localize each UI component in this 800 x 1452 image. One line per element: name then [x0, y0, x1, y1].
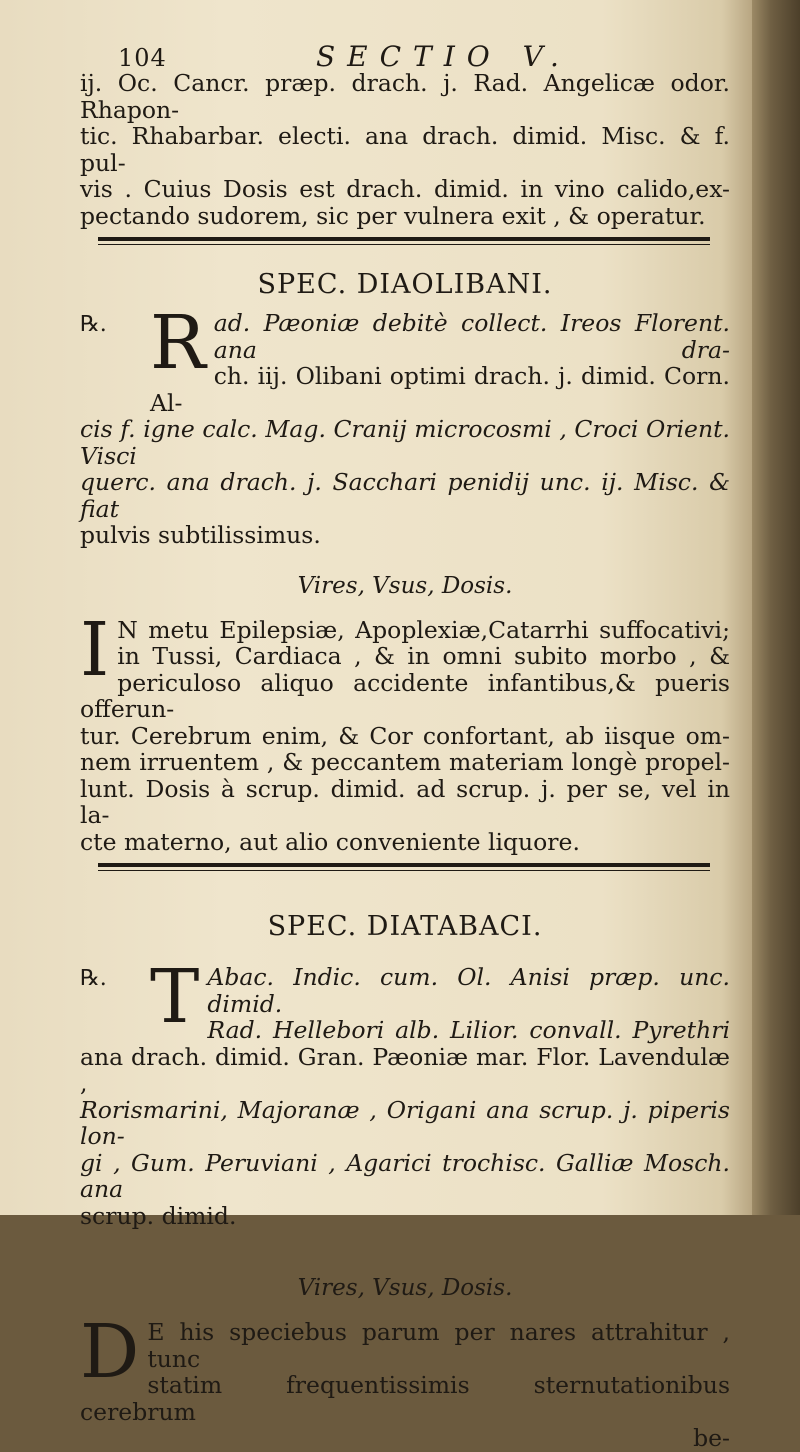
section-rule-thin — [98, 870, 710, 871]
uses-heading: Vires, Vsus, Dosis. — [297, 1275, 513, 1301]
text-line: tur. Cerebrum enim, & Cor confortant, ab iisque om- — [80, 721, 730, 750]
uses-text — [80, 1309, 730, 1452]
section-rule-thin — [98, 244, 710, 245]
text-line: gi , Gum. Peruviani , Agarici trochisc. Galliæ Mosch. ana — [80, 1148, 730, 1203]
recipe-block — [80, 954, 730, 1230]
text-line: cte materno, aut alio conveniente liquore. — [80, 827, 580, 856]
section-rule — [98, 863, 710, 867]
text-line: cis f. igne calc. Mag. Cranij microcosmi , Croci Orient. Visci — [80, 415, 730, 470]
uses-heading: Vires, Vsus, Dosis. — [297, 572, 513, 599]
text-line: N metu Epilepsiæ, Apoplexiæ,Catarrhi suffocativi; — [117, 615, 730, 644]
text-line: Rorismarini, Majoranæ , Origani ana scrup. j. piperis lon- — [80, 1095, 730, 1150]
text-line: pulvis subtilissimus. — [80, 521, 321, 549]
top-paragraph — [80, 70, 730, 229]
drop-cap: T — [150, 954, 200, 1040]
text-line: Abac. Indic. cum. Ol. Anisi præp. unc. dimid. — [207, 963, 730, 1018]
text-line: E his speciebus parum per nares attrahitur , tunc — [147, 1318, 730, 1373]
drop-cap: R — [150, 300, 206, 386]
text-line: lunt. Dosis à scrup. dimid. ad scrup. j. per se, vel in la- — [80, 774, 730, 829]
page-number: 104 — [118, 44, 167, 72]
text-line: ana drach. dimid. Gran. Pæoniæ mar. Flor. Lavendulæ , — [80, 1042, 730, 1097]
recipe-body — [80, 300, 730, 417]
uses-text — [80, 606, 730, 856]
text-line: querc. ana drach. j. Sacchari penidij unc. ij. Misc. & fiat — [80, 468, 730, 523]
section-title: SECTIO V. — [316, 40, 571, 73]
text-line: scrup. dimid. — [80, 1201, 237, 1230]
catchword: be- — [693, 1424, 730, 1452]
section-rule — [98, 237, 710, 241]
book-gutter — [752, 0, 800, 1215]
recipe-symbol: ℞. — [80, 966, 107, 991]
text-line: statim frequentissimis sternutationibus cerebrum — [80, 1371, 730, 1426]
drop-cap: D — [80, 1309, 140, 1395]
text-line: in Tussi, Cardiaca , & in omni subito morbo , & — [117, 642, 730, 670]
text-line: nem irruentem , & peccantem materiam longè propel- — [80, 748, 730, 776]
recipe-body — [80, 954, 730, 1044]
text-line: pectando sudorem, sic per vulnera exit , & operatur. — [80, 201, 706, 230]
text-line: tic. Rhabarbar. electi. ana drach. dimid. Misc. & f. pul- — [80, 122, 730, 177]
text-line: ch. iij. Olibani optimi drach. j. dimid. Corn. Al- — [150, 362, 730, 417]
page-content — [80, 38, 730, 1452]
text-line: Rad. Hellebori alb. Lilior. convall. Pyrethri — [207, 1016, 730, 1044]
text-line: vis . Cuius Dosis est drach. dimid. in vino calido,ex- — [80, 175, 730, 203]
text-line: periculoso aliquo accidente infantibus,& pueris offerun- — [80, 668, 730, 723]
running-head — [80, 38, 730, 73]
text-line: ad. Pæoniæ debitè collect. Ireos Florent. ana dra- — [213, 309, 730, 364]
recipe-symbol: ℞. — [80, 312, 107, 337]
recipe-heading: SPEC. DIAOLIBANI. — [257, 269, 553, 300]
drop-cap: I — [80, 606, 110, 693]
recipe-block — [80, 300, 730, 549]
recipe-heading: SPEC. DIATABACI. — [267, 911, 543, 942]
text-line: ij. Oc. Cancr. præp. drach. j. Rad. Angelicæ odor. Rhapon- — [80, 69, 730, 124]
